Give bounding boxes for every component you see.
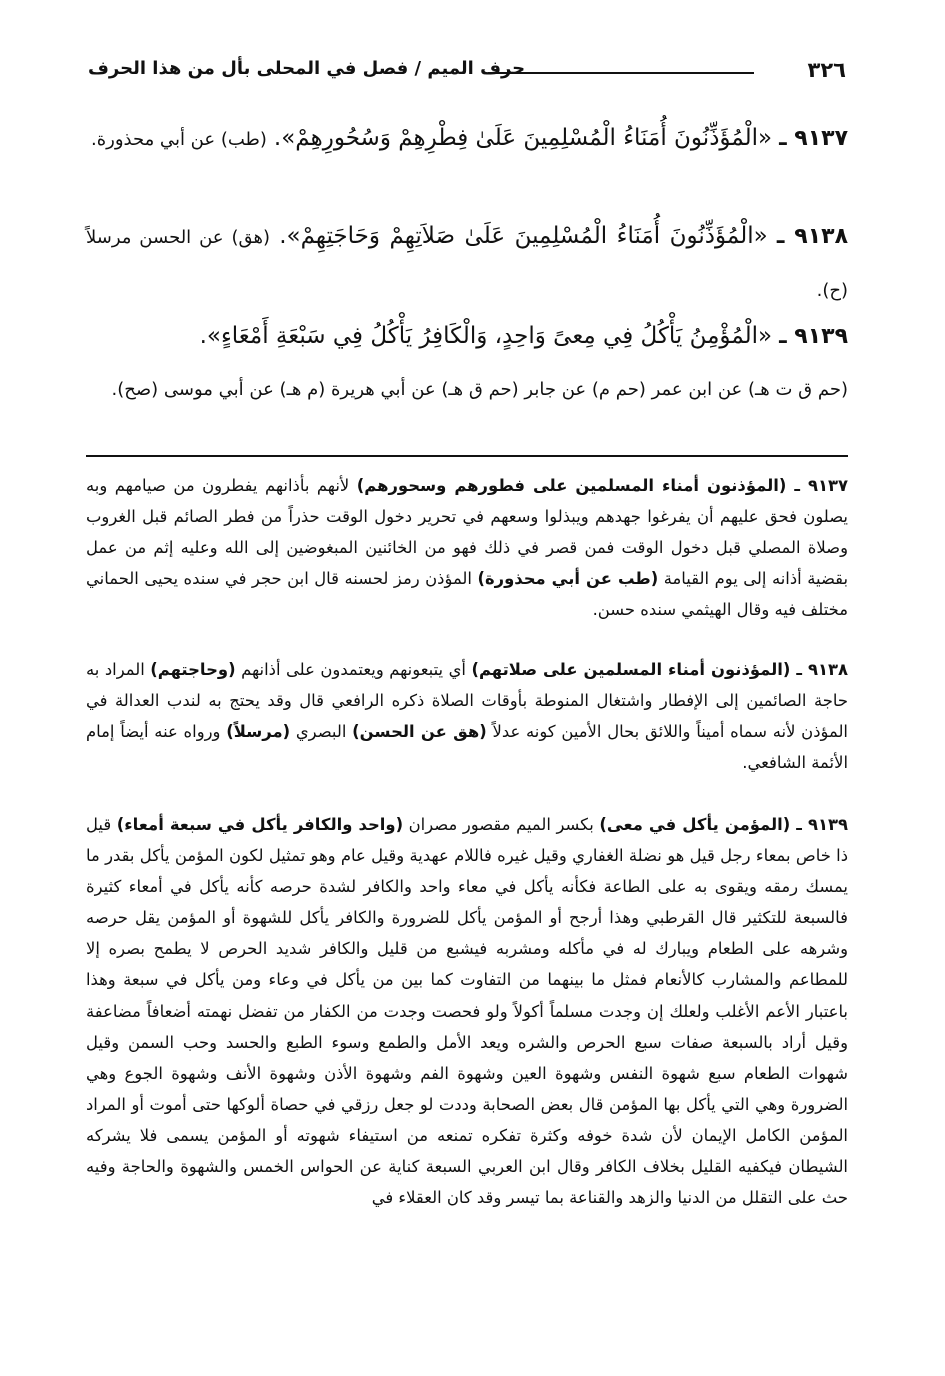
commentary-lead: ٩١٣٨ ـ (المؤذنون أمناء المسلمين على صلاتهم) [471, 660, 848, 679]
running-header [88, 58, 846, 92]
commentary-reference: (واحد والكافر يأكل في سبعة أمعاء) [116, 815, 404, 834]
commentary-text: المؤذن رمز لحسنه قال ابن حجر في سنده يحيى الحماني مختلف فيه وقال الهيثمي سنده حسن. [86, 569, 848, 620]
hadith-number: ٩١٣٧ ـ [779, 126, 848, 151]
hadith-9139 [86, 310, 848, 415]
commentary-reference: (طب عن أبي محذورة) [477, 569, 659, 589]
hadith-text: «الْمُؤَذِّنُونَ أُمَنَاءُ الْمُسْلِمِينَ عَلَىٰ صَلاَتِهِمْ وَحَاجَتِهِمْ». [279, 223, 768, 249]
hadith-9137 [86, 112, 848, 166]
hadith-number: ٩١٣٨ ـ [776, 224, 848, 249]
commentary-text: أي يتبعونهم ويعتمدون على أذانهم [235, 660, 472, 679]
commentary-9139 [86, 809, 848, 1213]
commentary-text: قيل ذا خاص بمعاء رجل قيل هو نضلة الغفاري وقيل غيره فاللام عهدية وقيل عام وهو تمثيل لكون المؤمن يأكل بقدر ما يمسك رمقه ويقوى به على الطاعة فكأنه يأكل في معاء واحد والكافر لشدة حرصه كأنه يأكل في أمعاء كثيرة فالسبعة للتكثير قال القرطبي وهذا أرجح أو المؤمن يأكل للضرورة والكافر يأكل للشهوة أو المؤمن يقل حرصه وشرهه على الطعام ويبارك له في مأكله ومشربه فيشبع من قليل والكافر شديد الحرص لا يطمح بصره إلا للمطاعم والمشارب كالأنعام فمثل ما بينهما من التفاوت كما بين من يأكل في وعاء ومن يأكل في سبعة وهذا باعتبار الأعم الأغلب ولعلك إن وجدت مسلماً أكولاً ولو فحصت وجدت من الكفار من تفضل نهمته أضعافاً مضاعفة وقيل أراد بالسبعة صفات سبع الحرص والشره ويعد الأمل والطمع وسوء الطبع والحسد وحب السمن وقيل شهوات الطعام سبع شهوة النفس وشهوة العين وشهوة الفم وشهوة الأذن وشهوة الأنف وشهوة الجوع وهي الضرورة وهي التي يأكل بها المؤمن قال بعض الصحابة وددت لو جعل رزقي في حصاة ألوكها حتى أموت أو المراد المؤمن الكامل الإيمان لأن شدة خوفه وكثرة تفكره تمنعه من استيفاء شهوته أو المؤمن يسمى فلا يشركه الشيطان فيكفيه القليل بخلاف الكافر وقال ابن العربي السبعة كناية عن الحواس الخمس والشهوة والحاجة وفيه حث على التقلل من الدنيا والزهد والقناعة بما تيسر وقد كان العقلاء في [86, 815, 848, 1208]
commentary-text: لأنهم بأذانهم يفطرون من صيامهم وبه يصلون فحق عليهم أن يفرغوا جهدهم ويبذلوا وسعهم في تحرير دخول الوقت حذراً من فطر الصائم قبل الغروب وصلاة المصلي قبل دخول الوقت فمن قصر في ذلك فهو من الخائنين المبغوضين إلى الله وعليه إثم من عمل بقضية أذانه إلى يوم القيامة [86, 476, 849, 589]
header-title: حرف الميم / فصل في المحلى بأل من هذا الحرف [88, 58, 526, 79]
hadith-text: «الْمُؤْمِنُ يَأْكُلُ فِي مِعىً وَاحِدٍ، وَالْكَافِرُ يَأْكُلُ فِي سَبْعَةِ أَمْعَاءٍ». [199, 323, 773, 349]
hadith-text: «الْمُؤَذِّنُونَ أُمَنَاءُ الْمُسْلِمِينَ عَلَىٰ فِطْرِهِمْ وَسُحُورِهِمْ». [273, 125, 773, 151]
footnote-divider [86, 455, 848, 457]
page-number: ٣٢٦ [807, 58, 846, 82]
commentary-text: ورواه عنه أيضاً إمام الأئمة الشافعي. [86, 722, 848, 773]
hadith-source: (طب) عن أبي محذورة. [90, 129, 267, 150]
commentary-lead: ٩١٣٧ ـ (المؤذنون أمناء المسلمين على فطورهم وسحورهم) [356, 476, 848, 495]
commentary-lead: ٩١٣٩ ـ (المؤمن يأكل في معى) [599, 815, 849, 834]
commentary-reference: (مرسلاً) [226, 722, 291, 742]
commentary-text: البصري [290, 722, 353, 742]
hadith-source: (حم ق ت هـ) عن ابن عمر (حم م) عن جابر (حم ق هـ) عن أبي هريرة (م هـ) عن أبي موسى (صح). [111, 379, 848, 400]
commentary-reference: (وحاجتهم) [150, 660, 236, 679]
commentary-text: بكسر الميم مقصور مصران [403, 815, 600, 834]
commentary-9138 [86, 654, 848, 778]
commentary-text: المراد به حاجة الصائمين إلى الإفطار واشتغال المنوطة بأوقات الصلاة ذكره الرافعي قال وقد يحتج به لندب العدالة في المؤذن لأنه سماه أميناً واللائق بحال الأمين كونه عدلاً [86, 660, 848, 742]
hadith-source: (هق) عن الحسن مرسلاً (ح). [86, 227, 848, 301]
commentary-9137 [86, 470, 848, 625]
header-rule [488, 72, 754, 74]
hadith-number: ٩١٣٩ ـ [779, 324, 848, 349]
commentary-reference: (هق عن الحسن) [352, 722, 487, 742]
hadith-9138 [86, 210, 848, 317]
